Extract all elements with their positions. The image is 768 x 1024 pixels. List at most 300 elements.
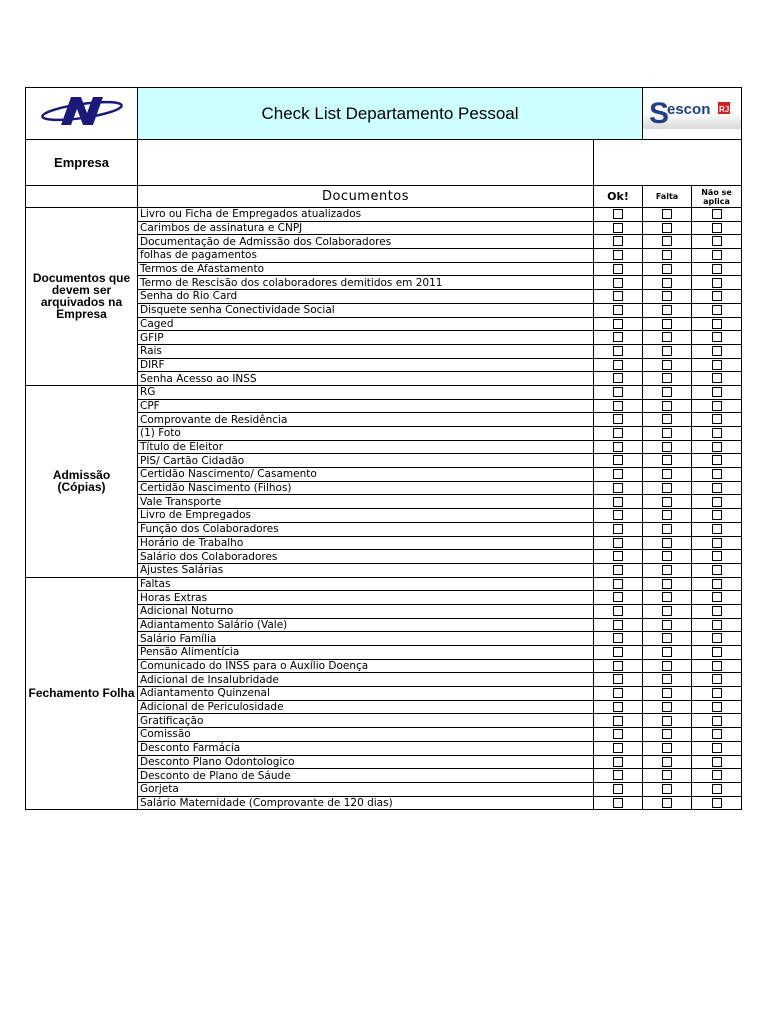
missing-checkbox[interactable] xyxy=(662,250,672,260)
not-applicable-checkbox-cell xyxy=(692,769,742,783)
missing-checkbox[interactable] xyxy=(662,757,672,767)
ok-checkbox-cell xyxy=(594,413,643,427)
not-applicable-checkbox-cell xyxy=(692,782,742,796)
not-applicable-checkbox[interactable] xyxy=(712,647,722,657)
ok-checkbox[interactable] xyxy=(613,606,623,616)
not-applicable-checkbox[interactable] xyxy=(712,264,722,274)
missing-checkbox-cell xyxy=(643,728,692,742)
document-item-label: Função dos Colaboradores xyxy=(138,522,594,536)
ok-checkbox[interactable] xyxy=(613,373,623,383)
not-applicable-checkbox[interactable] xyxy=(712,688,722,698)
not-applicable-checkbox-cell xyxy=(692,659,742,673)
ok-checkbox-cell xyxy=(594,221,643,235)
missing-checkbox-cell xyxy=(643,604,692,618)
ok-checkbox-cell xyxy=(594,618,643,632)
missing-checkbox-cell xyxy=(643,741,692,755)
not-applicable-checkbox-cell xyxy=(692,290,742,304)
ok-checkbox[interactable] xyxy=(613,414,623,424)
not-applicable-checkbox-cell xyxy=(692,344,742,358)
not-applicable-checkbox[interactable] xyxy=(712,360,722,370)
missing-checkbox-cell xyxy=(643,536,692,550)
document-item-label: Termos de Afastamento xyxy=(138,262,594,276)
missing-checkbox[interactable] xyxy=(662,770,672,780)
not-applicable-checkbox[interactable] xyxy=(712,606,722,616)
document-item-label: Comissão xyxy=(138,728,594,742)
document-item-label: Caged xyxy=(138,317,594,331)
ok-checkbox-cell xyxy=(594,659,643,673)
document-item-label: Livro ou Ficha de Empregados atualizados xyxy=(138,208,594,222)
ok-checkbox[interactable] xyxy=(613,579,623,589)
missing-checkbox-cell xyxy=(643,700,692,714)
missing-checkbox-cell xyxy=(643,646,692,660)
company-logo-cell xyxy=(26,88,138,140)
missing-checkbox[interactable] xyxy=(662,319,672,329)
not-applicable-checkbox[interactable] xyxy=(712,633,722,643)
ok-checkbox[interactable] xyxy=(613,661,623,671)
not-applicable-checkbox[interactable] xyxy=(712,209,722,219)
document-item-label: Desconto Plano Odontologico xyxy=(138,755,594,769)
not-applicable-checkbox[interactable] xyxy=(712,319,722,329)
not-applicable-checkbox-cell xyxy=(692,399,742,413)
missing-checkbox-cell xyxy=(643,331,692,345)
missing-checkbox-cell xyxy=(643,372,692,386)
not-applicable-checkbox-cell xyxy=(692,385,742,399)
not-applicable-checkbox[interactable] xyxy=(712,702,722,712)
ok-checkbox[interactable] xyxy=(613,784,623,794)
sescon-logo-initial: S xyxy=(649,97,670,129)
not-applicable-checkbox[interactable] xyxy=(712,278,722,288)
document-item-label: Adiantamento Quinzenal xyxy=(138,687,594,701)
missing-checkbox[interactable] xyxy=(662,278,672,288)
missing-checkbox-cell xyxy=(643,427,692,441)
missing-checkbox[interactable] xyxy=(662,346,672,356)
not-applicable-checkbox[interactable] xyxy=(712,784,722,794)
page-title: Check List Departamento Pessoal xyxy=(138,88,643,140)
not-applicable-checkbox-cell xyxy=(692,714,742,728)
document-item-label: Rais xyxy=(138,344,594,358)
missing-column-header: Falta xyxy=(643,186,692,208)
not-applicable-checkbox[interactable] xyxy=(712,565,722,575)
ok-checkbox[interactable] xyxy=(613,401,623,411)
missing-checkbox-cell xyxy=(643,755,692,769)
ok-checkbox[interactable] xyxy=(613,770,623,780)
ok-checkbox[interactable] xyxy=(613,442,623,452)
not-applicable-checkbox-cell xyxy=(692,604,742,618)
ok-checkbox-cell xyxy=(594,331,643,345)
not-applicable-checkbox-cell xyxy=(692,495,742,509)
document-item-label: folhas de pagamentos xyxy=(138,249,594,263)
sescon-logo-text: escon xyxy=(667,101,711,118)
ok-checkbox-cell xyxy=(594,796,643,810)
missing-checkbox[interactable] xyxy=(662,688,672,698)
missing-checkbox[interactable] xyxy=(662,373,672,383)
ok-checkbox-cell xyxy=(594,262,643,276)
missing-checkbox-cell xyxy=(643,249,692,263)
ok-checkbox[interactable] xyxy=(613,620,623,630)
not-applicable-checkbox[interactable] xyxy=(712,757,722,767)
not-applicable-checkbox-cell xyxy=(692,468,742,482)
ok-checkbox[interactable] xyxy=(613,688,623,698)
not-applicable-checkbox-cell xyxy=(692,550,742,564)
ok-checkbox[interactable] xyxy=(613,319,623,329)
not-applicable-checkbox-cell xyxy=(692,509,742,523)
not-applicable-checkbox-cell xyxy=(692,646,742,660)
ok-checkbox-cell xyxy=(594,481,643,495)
ok-checkbox[interactable] xyxy=(613,428,623,438)
not-applicable-checkbox-cell xyxy=(692,262,742,276)
missing-checkbox[interactable] xyxy=(662,661,672,671)
not-applicable-checkbox[interactable] xyxy=(712,455,722,465)
missing-checkbox-cell xyxy=(643,208,692,222)
company-logo xyxy=(37,91,127,131)
document-item-label: Livro de Empregados xyxy=(138,509,594,523)
missing-checkbox-cell xyxy=(643,221,692,235)
not-applicable-checkbox[interactable] xyxy=(712,291,722,301)
not-applicable-checkbox-cell xyxy=(692,427,742,441)
not-applicable-checkbox-cell xyxy=(692,673,742,687)
missing-checkbox-cell xyxy=(643,577,692,591)
ok-checkbox-cell xyxy=(594,509,643,523)
not-applicable-checkbox-cell xyxy=(692,755,742,769)
ok-checkbox-cell xyxy=(594,550,643,564)
ok-checkbox-cell xyxy=(594,755,643,769)
ok-checkbox-cell xyxy=(594,741,643,755)
missing-checkbox-cell xyxy=(643,454,692,468)
sescon-logo-badge: RJ xyxy=(719,105,730,114)
group-label: Documentos que devem ser arquivados na Empresa xyxy=(26,208,138,386)
not-applicable-checkbox-cell xyxy=(692,440,742,454)
missing-checkbox[interactable] xyxy=(662,223,672,233)
not-applicable-checkbox[interactable] xyxy=(712,483,722,493)
documents-column-header: Documentos xyxy=(138,186,594,208)
ok-checkbox-cell xyxy=(594,646,643,660)
missing-checkbox[interactable] xyxy=(662,798,672,808)
missing-checkbox[interactable] xyxy=(662,455,672,465)
ok-checkbox-cell xyxy=(594,728,643,742)
ok-checkbox[interactable] xyxy=(613,360,623,370)
document-item-label: Carimbos de assinatura e CNPJ xyxy=(138,221,594,235)
ok-checkbox-cell xyxy=(594,372,643,386)
not-applicable-checkbox[interactable] xyxy=(712,250,722,260)
not-applicable-checkbox[interactable] xyxy=(712,305,722,315)
document-item-label: Salário dos Colaboradores xyxy=(138,550,594,564)
missing-checkbox[interactable] xyxy=(662,743,672,753)
ok-checkbox[interactable] xyxy=(613,236,623,246)
not-applicable-checkbox[interactable] xyxy=(712,538,722,548)
ok-checkbox[interactable] xyxy=(613,497,623,507)
document-item-label: Comprovante de Residência xyxy=(138,413,594,427)
sescon-logo-cell xyxy=(643,88,742,140)
missing-checkbox[interactable] xyxy=(662,209,672,219)
ok-checkbox[interactable] xyxy=(613,264,623,274)
missing-checkbox[interactable] xyxy=(662,414,672,424)
not-applicable-checkbox[interactable] xyxy=(712,524,722,534)
document-item-label: Salário Família xyxy=(138,632,594,646)
not-applicable-checkbox[interactable] xyxy=(712,551,722,561)
missing-checkbox-cell xyxy=(643,550,692,564)
missing-checkbox[interactable] xyxy=(662,524,672,534)
not-applicable-checkbox[interactable] xyxy=(712,387,722,397)
missing-checkbox-cell xyxy=(643,235,692,249)
missing-checkbox[interactable] xyxy=(662,579,672,589)
document-item-label: Senha Acesso ao INSS xyxy=(138,372,594,386)
missing-checkbox[interactable] xyxy=(662,729,672,739)
document-item-label: RG xyxy=(138,385,594,399)
missing-checkbox[interactable] xyxy=(662,291,672,301)
missing-checkbox-cell xyxy=(643,290,692,304)
missing-checkbox[interactable] xyxy=(662,647,672,657)
missing-checkbox[interactable] xyxy=(662,510,672,520)
missing-checkbox[interactable] xyxy=(662,620,672,630)
missing-checkbox-cell xyxy=(643,659,692,673)
ok-checkbox-cell xyxy=(594,427,643,441)
not-applicable-checkbox[interactable] xyxy=(712,346,722,356)
ok-checkbox-cell xyxy=(594,536,643,550)
document-item-label: Salário Maternidade (Comprovante de 120 dias) xyxy=(138,796,594,810)
document-item-label: Gratificação xyxy=(138,714,594,728)
ok-checkbox[interactable] xyxy=(613,551,623,561)
not-applicable-checkbox-cell xyxy=(692,221,742,235)
missing-checkbox[interactable] xyxy=(662,716,672,726)
not-applicable-checkbox[interactable] xyxy=(712,729,722,739)
not-applicable-checkbox-cell xyxy=(692,413,742,427)
document-item-label: Título de Eleitor xyxy=(138,440,594,454)
ok-checkbox[interactable] xyxy=(613,729,623,739)
missing-checkbox-cell xyxy=(643,385,692,399)
missing-checkbox-cell xyxy=(643,495,692,509)
not-applicable-checkbox-cell xyxy=(692,208,742,222)
document-item-label: (1) Foto xyxy=(138,427,594,441)
ok-checkbox-cell xyxy=(594,208,643,222)
not-applicable-checkbox[interactable] xyxy=(712,401,722,411)
not-applicable-checkbox-cell xyxy=(692,687,742,701)
document-item-label: Termo de Rescisão dos colaboradores demitidos em 2011 xyxy=(138,276,594,290)
document-item-label: Adicional de Periculosidade xyxy=(138,700,594,714)
ok-checkbox-cell xyxy=(594,276,643,290)
missing-checkbox[interactable] xyxy=(662,565,672,575)
ok-checkbox[interactable] xyxy=(613,483,623,493)
ok-checkbox-cell xyxy=(594,632,643,646)
missing-checkbox-cell xyxy=(643,563,692,577)
not-applicable-checkbox[interactable] xyxy=(712,442,722,452)
document-item-label: Desconto de Plano de Sáude xyxy=(138,769,594,783)
missing-checkbox[interactable] xyxy=(662,332,672,342)
ok-checkbox[interactable] xyxy=(613,305,623,315)
missing-checkbox[interactable] xyxy=(662,483,672,493)
missing-checkbox[interactable] xyxy=(662,387,672,397)
ok-checkbox[interactable] xyxy=(613,592,623,602)
ok-checkbox-cell xyxy=(594,563,643,577)
not-applicable-checkbox-cell xyxy=(692,358,742,372)
document-item-label: Faltas xyxy=(138,577,594,591)
missing-checkbox[interactable] xyxy=(662,784,672,794)
ok-checkbox-cell xyxy=(594,454,643,468)
document-item-label: Comunicado do INSS para o Auxílio Doença xyxy=(138,659,594,673)
ok-checkbox[interactable] xyxy=(613,743,623,753)
not-applicable-checkbox[interactable] xyxy=(712,743,722,753)
missing-checkbox[interactable] xyxy=(662,674,672,684)
not-applicable-checkbox-cell xyxy=(692,522,742,536)
document-item-label: Disquete senha Conectividade Social xyxy=(138,303,594,317)
empresa-extra-field xyxy=(594,140,742,186)
ok-checkbox[interactable] xyxy=(613,250,623,260)
document-item-label: Adicional de Insalubridade xyxy=(138,673,594,687)
missing-checkbox-cell xyxy=(643,687,692,701)
ok-checkbox[interactable] xyxy=(613,278,623,288)
not-applicable-checkbox-cell xyxy=(692,481,742,495)
not-applicable-checkbox-cell xyxy=(692,563,742,577)
document-item-label: Adiantamento Salário (Vale) xyxy=(138,618,594,632)
missing-checkbox-cell xyxy=(643,399,692,413)
empresa-label: Empresa xyxy=(26,140,138,186)
missing-checkbox-cell xyxy=(643,413,692,427)
ok-checkbox[interactable] xyxy=(613,524,623,534)
not-applicable-checkbox[interactable] xyxy=(712,332,722,342)
ok-checkbox[interactable] xyxy=(613,387,623,397)
missing-checkbox[interactable] xyxy=(662,538,672,548)
not-applicable-checkbox-cell xyxy=(692,276,742,290)
missing-checkbox-cell xyxy=(643,440,692,454)
document-item-label: PIS/ Cartão Cidadão xyxy=(138,454,594,468)
not-applicable-checkbox-cell xyxy=(692,632,742,646)
missing-checkbox[interactable] xyxy=(662,236,672,246)
ok-checkbox[interactable] xyxy=(613,674,623,684)
ok-checkbox[interactable] xyxy=(613,716,623,726)
not-applicable-checkbox-cell xyxy=(692,331,742,345)
ok-checkbox-cell xyxy=(594,604,643,618)
ok-checkbox[interactable] xyxy=(613,223,623,233)
document-item-label: Certidão Nascimento/ Casamento xyxy=(138,468,594,482)
ok-checkbox[interactable] xyxy=(613,538,623,548)
ok-checkbox[interactable] xyxy=(613,469,623,479)
not-applicable-checkbox[interactable] xyxy=(712,510,722,520)
missing-checkbox-cell xyxy=(643,509,692,523)
missing-checkbox[interactable] xyxy=(662,497,672,507)
document-item-label: Ajustes Salárias xyxy=(138,563,594,577)
missing-checkbox[interactable] xyxy=(662,592,672,602)
document-item-label: Pensão Alimentícia xyxy=(138,646,594,660)
not-applicable-checkbox-cell xyxy=(692,235,742,249)
document-item-label: Documentação de Admissão dos Colaboradores xyxy=(138,235,594,249)
ok-checkbox-cell xyxy=(594,769,643,783)
group-label: Fechamento Folha xyxy=(26,577,138,810)
ok-checkbox[interactable] xyxy=(613,633,623,643)
not-applicable-checkbox[interactable] xyxy=(712,428,722,438)
ok-column-header: Ok! xyxy=(594,186,643,208)
missing-checkbox[interactable] xyxy=(662,551,672,561)
not-applicable-checkbox[interactable] xyxy=(712,592,722,602)
table-row xyxy=(26,385,742,399)
missing-checkbox[interactable] xyxy=(662,702,672,712)
missing-checkbox[interactable] xyxy=(662,305,672,315)
not-applicable-checkbox[interactable] xyxy=(712,236,722,246)
missing-checkbox-cell xyxy=(643,481,692,495)
document-item-label: Horas Extras xyxy=(138,591,594,605)
not-applicable-checkbox[interactable] xyxy=(712,223,722,233)
ok-checkbox-cell xyxy=(594,495,643,509)
not-applicable-checkbox[interactable] xyxy=(712,661,722,671)
not-applicable-column-header: Não se aplica xyxy=(692,186,742,208)
not-applicable-checkbox-cell xyxy=(692,317,742,331)
not-applicable-checkbox[interactable] xyxy=(712,579,722,589)
sescon-logo xyxy=(643,93,742,129)
ok-checkbox-cell xyxy=(594,358,643,372)
missing-checkbox-cell xyxy=(643,769,692,783)
missing-checkbox[interactable] xyxy=(662,442,672,452)
missing-checkbox-cell xyxy=(643,262,692,276)
ok-checkbox-cell xyxy=(594,317,643,331)
missing-checkbox-cell xyxy=(643,468,692,482)
ok-checkbox[interactable] xyxy=(613,510,623,520)
missing-checkbox[interactable] xyxy=(662,633,672,643)
not-applicable-checkbox-cell xyxy=(692,700,742,714)
missing-checkbox-cell xyxy=(643,358,692,372)
document-item-label: GFIP xyxy=(138,331,594,345)
ok-checkbox[interactable] xyxy=(613,757,623,767)
missing-checkbox-cell xyxy=(643,782,692,796)
ok-checkbox-cell xyxy=(594,235,643,249)
ok-checkbox-cell xyxy=(594,344,643,358)
document-item-label: Desconto Farmácia xyxy=(138,741,594,755)
ok-checkbox[interactable] xyxy=(613,798,623,808)
table-row xyxy=(26,208,742,222)
missing-checkbox[interactable] xyxy=(662,469,672,479)
missing-checkbox[interactable] xyxy=(662,401,672,411)
not-applicable-checkbox[interactable] xyxy=(712,373,722,383)
not-applicable-checkbox-cell xyxy=(692,577,742,591)
not-applicable-checkbox[interactable] xyxy=(712,798,722,808)
document-item-label: Horário de Trabalho xyxy=(138,536,594,550)
ok-checkbox-cell xyxy=(594,385,643,399)
empresa-value-field[interactable] xyxy=(138,140,594,186)
ok-checkbox-cell xyxy=(594,591,643,605)
checklist-table xyxy=(25,87,742,810)
missing-checkbox-cell xyxy=(643,522,692,536)
ok-checkbox[interactable] xyxy=(613,702,623,712)
ok-checkbox-cell xyxy=(594,687,643,701)
ok-checkbox-cell xyxy=(594,673,643,687)
document-item-label: DIRF xyxy=(138,358,594,372)
ok-checkbox[interactable] xyxy=(613,647,623,657)
missing-checkbox-cell xyxy=(643,673,692,687)
not-applicable-checkbox[interactable] xyxy=(712,674,722,684)
not-applicable-checkbox[interactable] xyxy=(712,469,722,479)
ok-checkbox[interactable] xyxy=(613,291,623,301)
missing-checkbox[interactable] xyxy=(662,428,672,438)
ok-checkbox[interactable] xyxy=(613,565,623,575)
missing-checkbox-cell xyxy=(643,317,692,331)
missing-checkbox[interactable] xyxy=(662,264,672,274)
document-item-label: Gorjeta xyxy=(138,782,594,796)
missing-checkbox[interactable] xyxy=(662,606,672,616)
not-applicable-checkbox[interactable] xyxy=(712,497,722,507)
not-applicable-checkbox[interactable] xyxy=(712,716,722,726)
ok-checkbox[interactable] xyxy=(613,346,623,356)
ok-checkbox[interactable] xyxy=(613,332,623,342)
missing-checkbox-cell xyxy=(643,618,692,632)
not-applicable-checkbox[interactable] xyxy=(712,770,722,780)
not-applicable-checkbox[interactable] xyxy=(712,620,722,630)
missing-checkbox-cell xyxy=(643,796,692,810)
group-column-header xyxy=(26,186,138,208)
missing-checkbox[interactable] xyxy=(662,360,672,370)
not-applicable-checkbox[interactable] xyxy=(712,414,722,424)
ok-checkbox[interactable] xyxy=(613,455,623,465)
document-item-label: Certidão Nascimento (Filhos) xyxy=(138,481,594,495)
ok-checkbox[interactable] xyxy=(613,209,623,219)
ok-checkbox-cell xyxy=(594,782,643,796)
ok-checkbox-cell xyxy=(594,714,643,728)
